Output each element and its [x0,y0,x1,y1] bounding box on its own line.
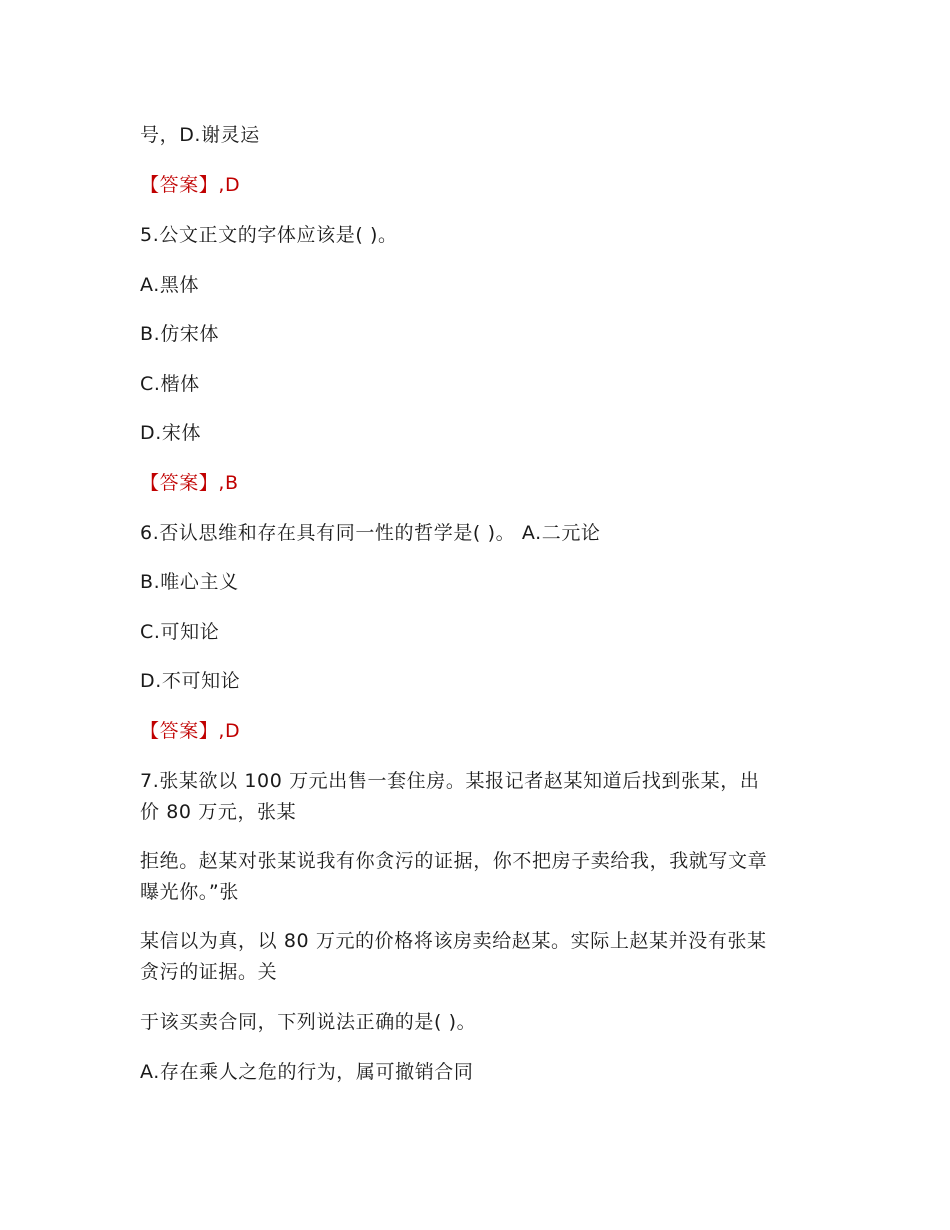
answer-4: 【答案】,D [140,174,241,196]
question-7-stem-line-3: 拒绝。赵某对张某说我有你贪污的证据，你不把房子卖给我，我就写文章 [140,850,768,872]
answer-6: 【答案】,D [140,720,241,742]
question-6-stem: 6.否认思维和存在具有同一性的哲学是( )。 A.二元论 [140,522,601,544]
question-7-stem-line-7: 于该买卖合同，下列说法正确的是( )。 [140,1011,477,1033]
question-5-option-c: C.楷体 [140,373,200,395]
question-7-stem-line-5: 某信以为真，以 80 万元的价格将该房卖给赵某。实际上赵某并没有张某 [140,930,767,952]
question-7-option-a: A.存在乘人之危的行为，属可撤销合同 [140,1061,474,1083]
question-5-option-a: A.黑体 [140,274,200,296]
question-7-stem-line-4: 曝光你。”张 [140,881,239,903]
question-6-option-d: D.不可知论 [140,670,241,692]
question-4-option-d-text: 号，D.谢灵运 [140,124,260,146]
question-5-stem: 5.公文正文的字体应该是( )。 [140,224,398,246]
question-5-option-d: D.宋体 [140,422,202,444]
answer-5: 【答案】,B [140,472,239,494]
question-6-option-b: B.唯心主义 [140,571,239,593]
question-7-stem-line-2: 价 80 万元，张某 [140,801,297,823]
question-5-option-b: B.仿宋体 [140,323,220,345]
question-7-stem-line-1: 7.张某欲以 100 万元出售一套住房。某报记者赵某知道后找到张某，出 [140,770,760,792]
question-7-stem-line-6: 贪污的证据。关 [140,961,278,983]
question-6-option-c: C.可知论 [140,621,220,643]
